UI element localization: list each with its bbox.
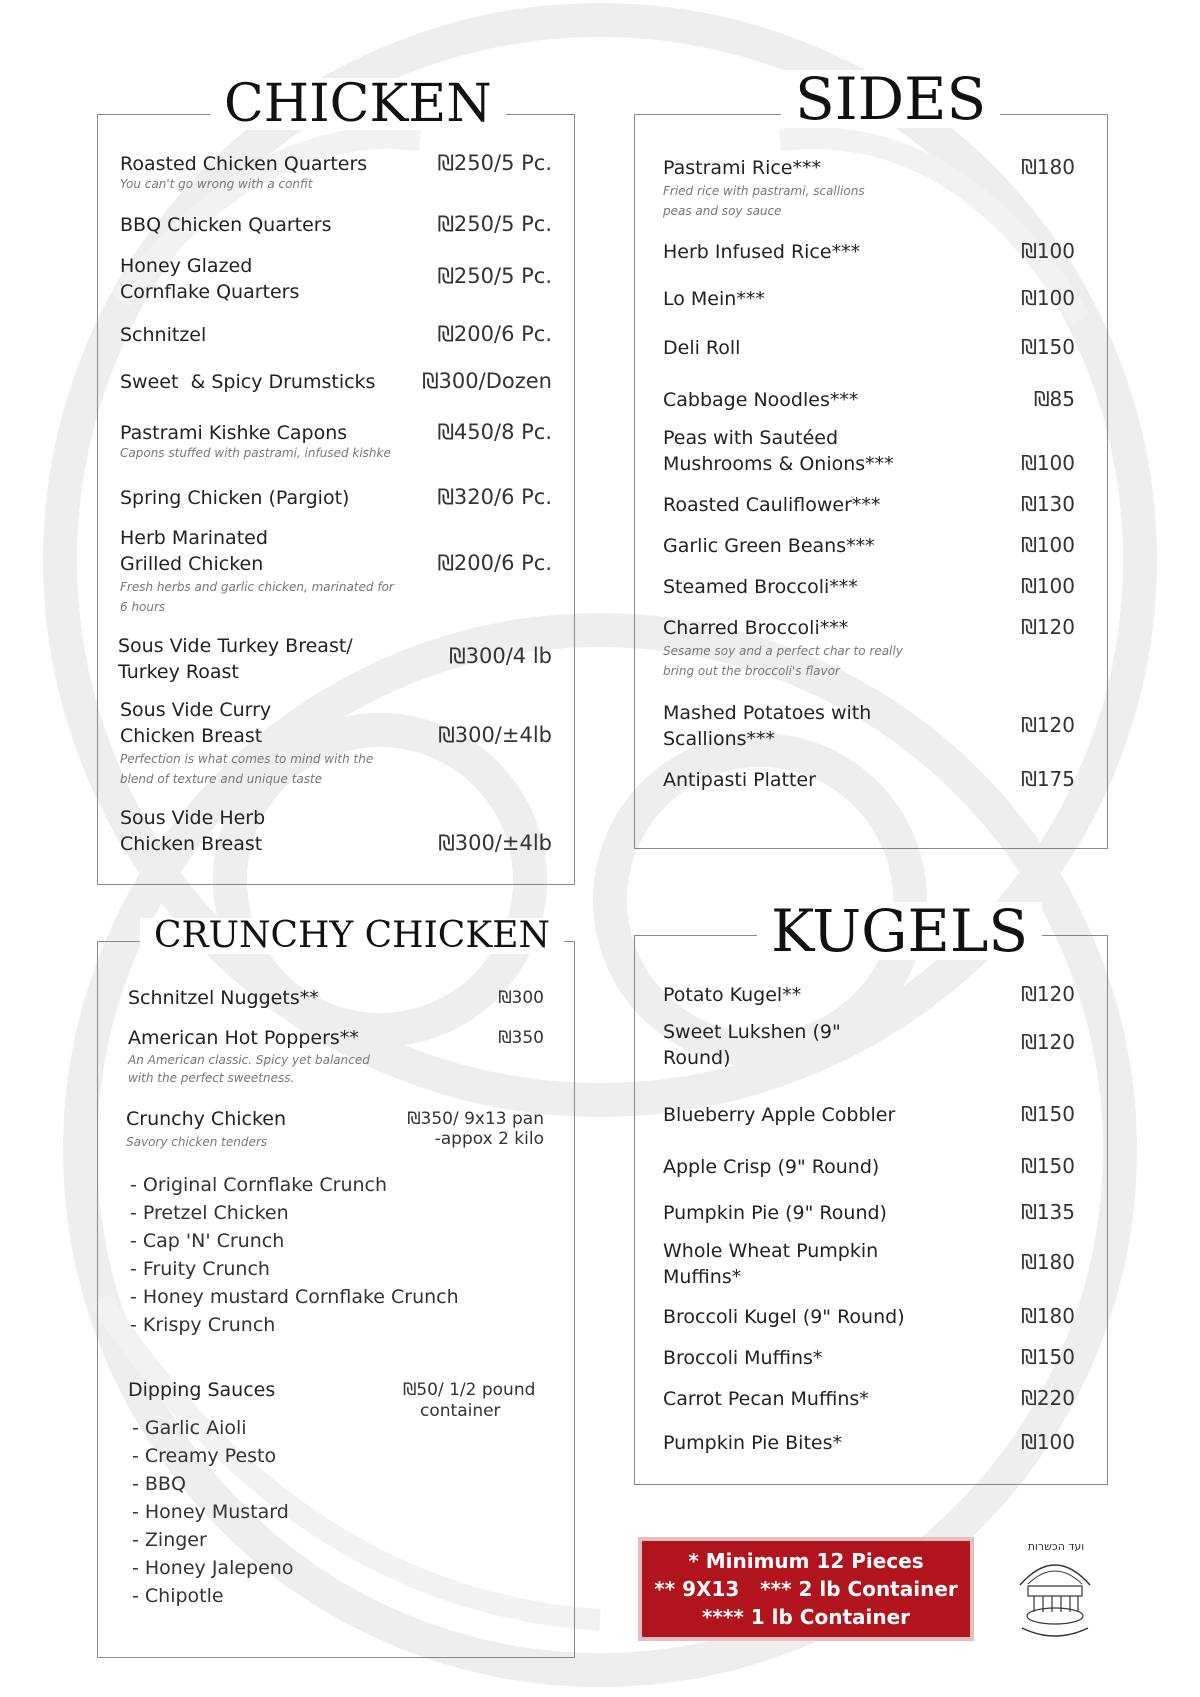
menu-item: Roasted Chicken Quarters You can't go wrong with a confit ₪250/5 Pc. xyxy=(120,151,552,191)
list-item: - Honey mustard Cornflake Crunch xyxy=(130,1286,459,1308)
kugels-title: KUGELS xyxy=(757,902,1042,960)
crunchy-chicken-title: CRUNCHY CHICKEN xyxy=(140,918,564,954)
list-item: - Fruity Crunch xyxy=(130,1258,270,1280)
menu-item: Deli Roll ₪150 xyxy=(663,335,1075,359)
menu-item: Roasted Cauliflower*** ₪130 xyxy=(663,492,1075,516)
legend-line: ** 9X13 *** 2 lb Container xyxy=(654,1577,958,1601)
dipping-sauces: Dipping Sauces ₪50/ 1/2 pound container xyxy=(128,1379,536,1421)
legend-box xyxy=(638,1537,974,1641)
menu-item: Mashed Potatoes with Scallions*** ₪120 xyxy=(663,702,1075,750)
menu-item: Sweet & Spicy Drumsticks ₪300/Dozen xyxy=(120,369,552,393)
menu-item: Sous Vide Turkey Breast/ Turkey Roast ₪300/4 lb xyxy=(118,635,552,683)
menu-item: Honey Glazed Cornflake Quarters ₪250/5 Pc. xyxy=(120,255,552,303)
menu-item: Pastrami Rice*** Fried rice with pastrami, scallions peas and soy sauce ₪180 xyxy=(663,155,1075,218)
kugels-panel xyxy=(634,897,1108,1485)
menu-item: Lo Mein*** ₪100 xyxy=(663,286,1075,310)
menu-item: Peas with Sautéed Mushrooms & Onions*** ₪100 xyxy=(663,427,1075,475)
list-item: - Chipotle xyxy=(132,1585,224,1607)
menu-item: Antipasti Platter ₪175 xyxy=(663,767,1075,791)
menu-item: Charred Broccoli*** Sesame soy and a perfect char to really bring out the broccoli's flavor ₪120 xyxy=(663,615,1075,678)
menu-item: Schnitzel Nuggets** ₪300 xyxy=(128,987,544,1009)
kashrut-seal-icon xyxy=(1010,1540,1100,1650)
sides-title: SIDES xyxy=(781,70,1000,128)
menu-item: BBQ Chicken Quarters ₪250/5 Pc. xyxy=(120,212,552,236)
menu-item: Crunchy Chicken Savory chicken tenders ₪350/ 9x13 pan -appox 2 kilo xyxy=(126,1108,544,1149)
menu-item: Broccoli Kugel (9" Round) ₪180 xyxy=(663,1304,1075,1328)
menu-item: Pumpkin Pie Bites* ₪100 xyxy=(663,1430,1075,1454)
crunchy-chicken-panel xyxy=(97,915,575,1658)
list-item: - Honey Jalepeno xyxy=(132,1557,294,1579)
kashrut-label: ועד הכשרות xyxy=(1027,1540,1085,1553)
menu-item: Sweet Lukshen (9" Round) ₪120 xyxy=(663,1021,1075,1069)
menu-item: Herb Marinated Grilled Chicken Fresh herbs and garlic chicken, marinated for 6 hours ₪200/6 Pc. xyxy=(120,527,552,614)
list-item: - Garlic Aioli xyxy=(132,1417,247,1439)
legend-line: **** 1 lb Container xyxy=(701,1605,911,1629)
menu-item: Whole Wheat Pumpkin Muffins* ₪180 xyxy=(663,1240,1075,1288)
crunchy-flavor-list xyxy=(130,1171,459,1339)
list-item: - Honey Mustard xyxy=(132,1501,289,1523)
list-item: - Zinger xyxy=(132,1529,207,1551)
chicken-panel xyxy=(97,74,575,885)
menu-item: Sous Vide Herb Chicken Breast ₪300/±4lb xyxy=(120,807,552,855)
legend-line: * Minimum 12 Pieces xyxy=(688,1549,924,1573)
menu-item: Steamed Broccoli*** ₪100 xyxy=(663,574,1075,598)
list-item: - Original Cornflake Crunch xyxy=(130,1174,388,1196)
list-item: - Krispy Crunch xyxy=(130,1314,276,1336)
chicken-title: CHICKEN xyxy=(210,78,506,130)
menu-item: Apple Crisp (9" Round) ₪150 xyxy=(663,1154,1075,1178)
menu-item: Cabbage Noodles*** ₪85 xyxy=(663,387,1075,411)
menu-item: Herb Infused Rice*** ₪100 xyxy=(663,239,1075,263)
list-item: - Pretzel Chicken xyxy=(130,1202,289,1224)
sauce-list xyxy=(132,1414,293,1610)
menu-item: Sous Vide Curry Chicken Breast Perfection is what comes to mind with the blend of texture and unique taste ₪300/±4lb xyxy=(120,699,552,786)
menu-item: Potato Kugel** ₪120 xyxy=(663,982,1075,1006)
menu-item: Pumpkin Pie (9" Round) ₪135 xyxy=(663,1200,1075,1224)
menu-item: Broccoli Muffins* ₪150 xyxy=(663,1345,1075,1369)
list-item: - BBQ xyxy=(132,1473,186,1495)
list-item: - Creamy Pesto xyxy=(132,1445,277,1467)
menu-item: American Hot Poppers** An American classic. Spicy yet balanced with the perfect sweetness. ₪350 xyxy=(128,1027,544,1085)
menu-item: Pastrami Kishke Capons Capons stuffed with pastrami, infused kishke ₪450/8 Pc. xyxy=(120,420,552,460)
sides-panel xyxy=(634,65,1108,849)
menu-item: Spring Chicken (Pargiot) ₪320/6 Pc. xyxy=(120,485,552,509)
menu-item: Garlic Green Beans*** ₪100 xyxy=(663,533,1075,557)
menu-item: Carrot Pecan Muffins* ₪220 xyxy=(663,1386,1075,1410)
list-item: - Cap 'N' Crunch xyxy=(130,1230,285,1252)
menu-item: Blueberry Apple Cobbler ₪150 xyxy=(663,1102,1075,1126)
menu-item: Schnitzel ₪200/6 Pc. xyxy=(120,322,552,346)
kashrut-logo xyxy=(1010,1540,1100,1650)
